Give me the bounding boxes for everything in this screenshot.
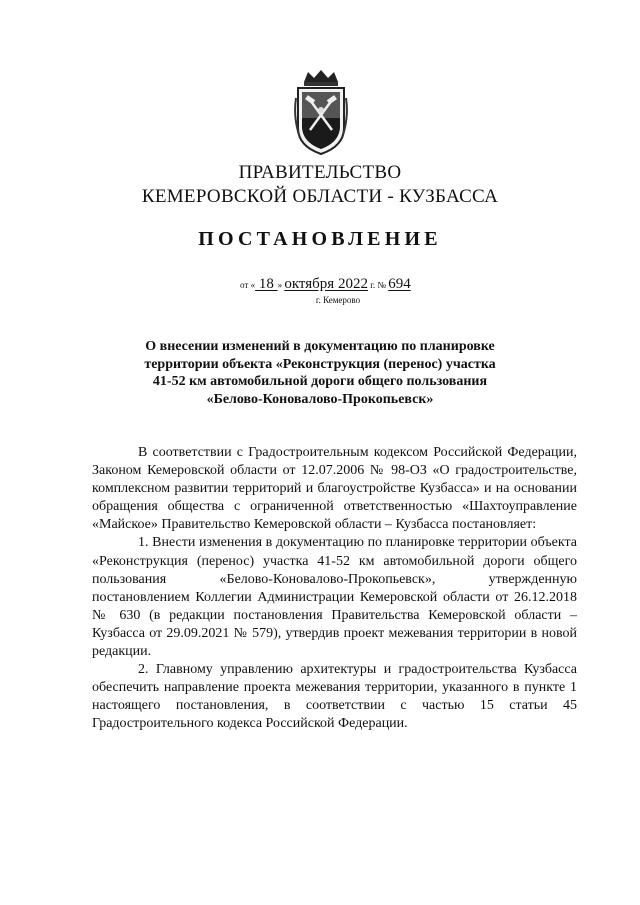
number-prefix: № (375, 280, 389, 290)
document-type-title: ПОСТАНОВЛЕНИЕ (198, 228, 442, 250)
body-paragraph-1: В соответствии с Градостроительным кодексом Российской Федерации, Законом Кемеровской области от 12.07.2006 № 98-ОЗ «О градостроительстве, комплексном развитии территорий и благоустройстве Кузбасса» и на основании обращения общества с ограниченной ответственностью «Шахтоуправление «Майское» Правительство Кемеровской области – Кузбасса постановляет: (92, 445, 577, 533)
document-body (92, 444, 577, 734)
subject-line-1: О внесении изменений в документацию по планировке (145, 339, 495, 354)
document-subject (100, 338, 540, 408)
document-date-number (240, 276, 411, 293)
date-month-year: октября 2022 (284, 276, 368, 292)
government-name-line-2: КЕМЕРОВСКОЙ ОБЛАСТИ - КУЗБАССА (141, 186, 499, 207)
date-year-suffix: г. (367, 280, 376, 290)
government-name-line-1: ПРАВИТЕЛЬСТВО (238, 162, 402, 183)
date-day: 18 (255, 276, 278, 292)
subject-line-4: «Белово-Коновалово-Прокопьевск» (206, 391, 434, 407)
date-mid: » (277, 280, 285, 290)
subject-line-2: территории объекта «Реконструкция (перенос) участка (144, 356, 496, 372)
body-paragraph-2: 1. Внести изменения в документацию по планировке территории объекта «Реконструкция (перенос) участка 41-52 км автомобильной дороги общего пользования «Белово-Коновалово-Прокопьевск», утвержденную постановлением Коллегии Администрации Кемеровской области от 26.12.2018 № 630 (в редакции постановления Правительства Кемеровской области – Кузбасса от 29.09.2021 № 579), утвердив проект межевания территории в новой редакции. (92, 535, 577, 660)
document-number: 694 (388, 276, 411, 292)
subject-line-3: 41-52 км автомобильной дороги общего пользования (152, 374, 488, 389)
coat-of-arms-icon (292, 68, 350, 156)
date-prefix: от « (240, 280, 256, 290)
body-paragraph-3: 2. Главному управлению архитектуры и градостроительства Кузбасса обеспечить направление проекта межевания территории, указанного в пункте 1 настоящего постановления, в соответствии с частью 15 статьи 45 Градостроительного кодекса Российской Федерации. (92, 662, 577, 732)
city-name: г. Кемерово (315, 295, 361, 305)
